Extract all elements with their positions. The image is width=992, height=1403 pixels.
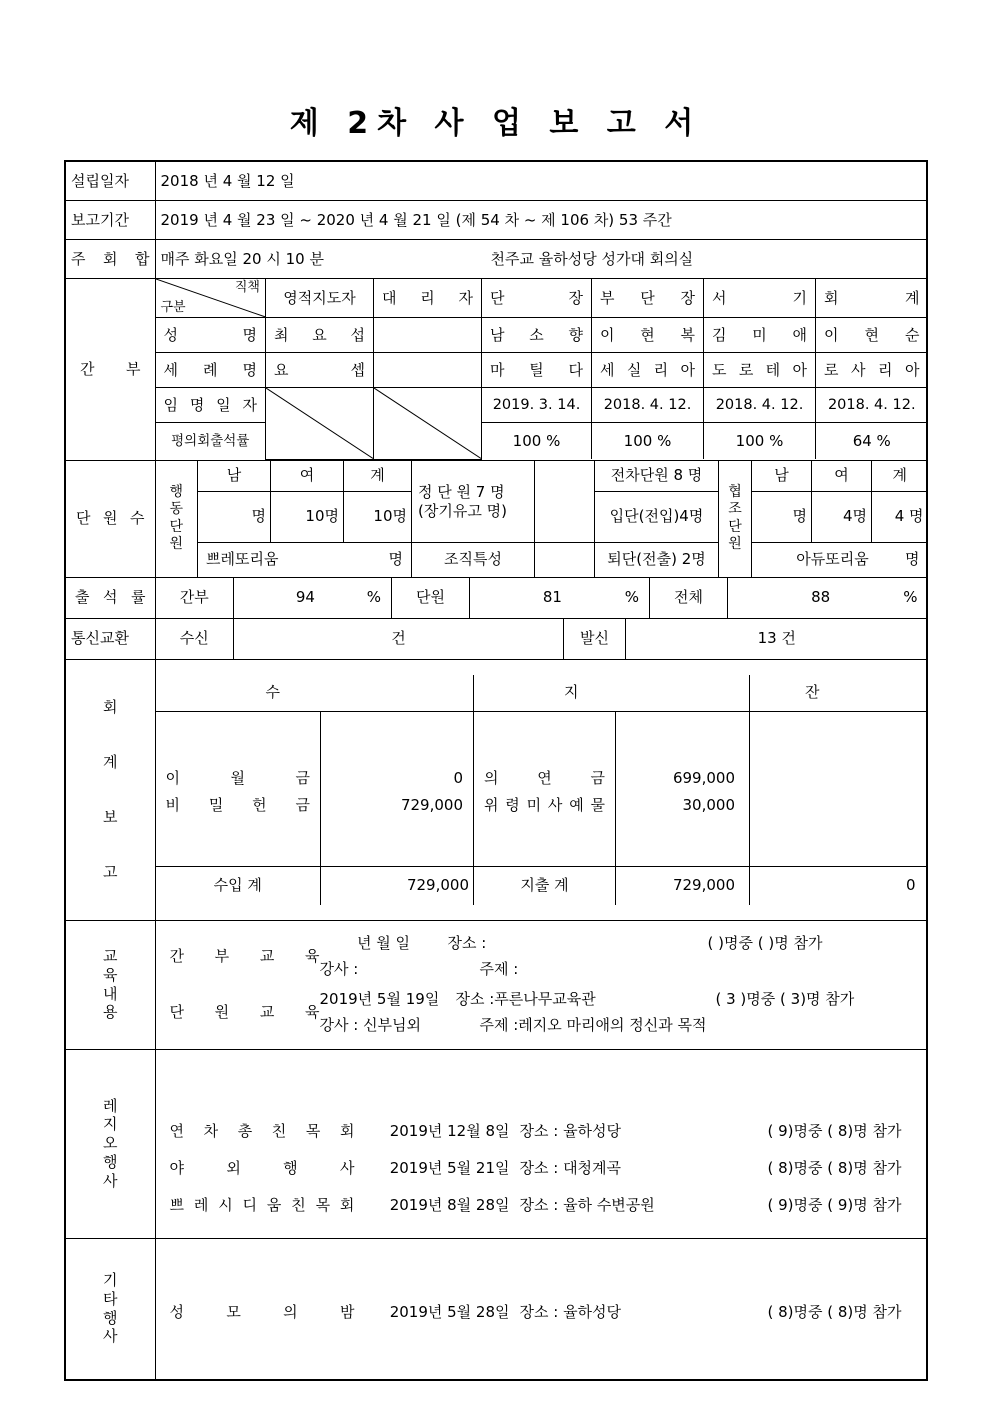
cadre-attendance-secretary: 100 % xyxy=(704,423,816,460)
education-cadre-block xyxy=(156,929,927,985)
cadre-appointment-spiritual-director-blank xyxy=(266,388,374,460)
founding-date-value: 2018 년 4 월 12 일 xyxy=(155,161,927,201)
legio-label-char-3: 오 xyxy=(103,1134,118,1153)
adjutorium-value: 명 xyxy=(905,550,920,569)
report-period-label: 보고기간 xyxy=(65,201,155,240)
member-count-table xyxy=(156,461,928,577)
active-count-female: 10명 xyxy=(271,491,344,542)
cadre-label-char-1: 간 xyxy=(80,359,95,378)
coop-header-female: 여 xyxy=(812,461,872,492)
attendance-rate-label xyxy=(65,577,155,618)
founding-date-label: 설립일자 xyxy=(65,161,155,201)
education-label-char-2: 육 xyxy=(103,965,118,984)
cadre-corner-header xyxy=(156,279,266,318)
cadre-appointment-secretary: 2018. 4. 12. xyxy=(704,388,816,423)
cadre-appointment-vice-president: 2018. 4. 12. xyxy=(592,388,704,423)
cadre-name-secretary: 김 미 애 xyxy=(704,318,816,353)
weekly-meeting-place: 천주교 율하성당 성가대 회의실 xyxy=(490,249,694,268)
accounting-income-names xyxy=(156,711,321,866)
education-cadre-line1 xyxy=(320,934,927,953)
member-count-label-char-3: 수 xyxy=(130,509,145,528)
legio-label-char-1: 레 xyxy=(103,1096,118,1115)
weekly-meeting-time: 매주 화요일 20 시 10 분 xyxy=(160,249,324,268)
education-member-teacher: 강사 : 신부님외 xyxy=(319,1016,422,1034)
accounting-table xyxy=(156,675,928,905)
other-events-section-label xyxy=(65,1238,155,1380)
coop-member-vertical-label xyxy=(719,461,752,577)
cadre-col-president: 단 장 xyxy=(482,279,592,318)
cadre-appointment-president: 2019. 3. 14. xyxy=(482,388,592,423)
other-label-char-3: 행 xyxy=(103,1308,118,1327)
adjutorium-label: 아듀또리움 xyxy=(796,550,869,569)
cadre-col-treasurer: 회 계 xyxy=(816,279,928,318)
joined-members: 입단(전입)4명 xyxy=(595,491,719,542)
cadre-label-char-2: 부 xyxy=(126,359,141,378)
attendance-member-unit: % xyxy=(624,588,639,607)
cadre-table xyxy=(156,279,928,460)
legio-event-date-1: 2019년 5월 21일 xyxy=(389,1159,510,1178)
business-report-table xyxy=(64,160,928,1381)
attendance-rate-table-cell xyxy=(155,577,927,618)
legio-event-date-0: 2019년 12월 8일 xyxy=(389,1122,510,1141)
praetorium-label: 쁘레또리움 xyxy=(206,550,279,569)
expense-item-name-0: 의 연 금 xyxy=(484,768,605,787)
cadre-name-spiritual-director: 최 요 섭 xyxy=(266,318,374,353)
attendance-cadre-label: 간부 xyxy=(156,578,234,618)
table-row-member-count xyxy=(65,460,927,577)
cadre-name-president: 남 소 향 xyxy=(482,318,592,353)
coop-label-char-2: 조 xyxy=(728,501,742,517)
coop-count-female: 4명 xyxy=(812,491,872,542)
accounting-income-total: 729,000 xyxy=(321,866,474,905)
legio-event-item-2 xyxy=(170,1196,927,1215)
cadre-col-spiritual-director: 영적지도자 xyxy=(266,279,374,318)
accounting-expense-total: 729,000 xyxy=(616,866,750,905)
cadre-baptismal-spiritual-director: 요 셉 xyxy=(266,353,374,388)
legio-event-count-1: ( 8)명중 ( 8)명 참가 xyxy=(767,1159,902,1178)
left-members: 퇴단(전출) 2명 xyxy=(595,542,719,577)
org-characteristic-label: 조직특성 xyxy=(412,542,535,577)
accounting-label-char-4: 고 xyxy=(103,862,118,881)
other-event-name-0: 성 모 의 밤 xyxy=(169,1303,355,1322)
legio-event-place-0: 장소 : 율하성당 xyxy=(519,1122,622,1141)
education-cadre-place: 장소 : xyxy=(447,934,487,953)
cadre-name-deputy xyxy=(374,318,482,353)
legio-event-name-0: 연 차 총 친 목 회 xyxy=(169,1122,355,1141)
coop-header-total: 계 xyxy=(872,461,928,492)
praetorium-cell xyxy=(198,542,412,577)
education-cadre-topic: 주제 : xyxy=(479,960,519,978)
table-row-education xyxy=(65,920,927,1049)
education-label-char-3: 내 xyxy=(103,984,118,1003)
education-cadre-count: ( )명중 ( )명 참가 xyxy=(707,934,823,953)
education-member-topic: 주제 :레지오 마리애의 정신과 목적 xyxy=(479,1016,707,1034)
accounting-label-char-3: 보 xyxy=(103,807,118,826)
other-event-count-0: ( 8)명중 ( 8)명 참가 xyxy=(767,1303,902,1322)
income-item-amount-1: 729,000 xyxy=(400,795,463,814)
cadre-row-appointment-date xyxy=(156,388,928,423)
education-member-label: 단 원 교 육 xyxy=(169,1003,320,1022)
education-content-cell xyxy=(155,920,927,1049)
active-count-male: 명 xyxy=(198,491,271,542)
attendance-cadre-value-cell xyxy=(234,578,392,618)
accounting-balance-body xyxy=(750,711,928,866)
cadre-baptismal-deputy xyxy=(374,353,482,388)
cadre-appointment-deputy-blank xyxy=(374,388,482,460)
education-cadre-label: 간 부 교 육 xyxy=(169,947,320,966)
table-row-attendance-rate xyxy=(65,577,927,618)
member-count-label-char-2: 원 xyxy=(103,509,118,528)
communication-receive-value: 건 xyxy=(234,619,564,659)
cadre-row-label-council-attendance: 평의회출석률 xyxy=(156,423,266,460)
member-count-extra-row xyxy=(156,542,928,577)
accounting-body-row xyxy=(156,711,928,866)
member-count-header-row xyxy=(156,461,928,492)
education-member-block xyxy=(156,985,927,1041)
education-member-line2 xyxy=(320,1016,927,1035)
other-event-place-0: 장소 : 율하성당 xyxy=(519,1303,622,1322)
accounting-header-row xyxy=(156,675,928,712)
income-item-amount-0: 0 xyxy=(453,768,463,787)
table-row-communication xyxy=(65,618,927,659)
page-title: 제 2차 사 업 보 고 서 xyxy=(289,106,703,141)
cadre-row-label-name: 성 명 xyxy=(156,318,266,353)
other-label-char-4: 사 xyxy=(103,1327,118,1346)
communication-receive-label: 수신 xyxy=(156,619,234,659)
attendance-rate-row xyxy=(156,578,928,618)
education-member-count: ( 3 )명중 ( 3)명 참가 xyxy=(715,990,855,1009)
education-section-label xyxy=(65,920,155,1049)
active-header-female: 여 xyxy=(271,461,344,492)
expense-item-amount-0: 699,000 xyxy=(672,768,735,787)
coop-count-total: 4 명 xyxy=(872,491,928,542)
active-label-char-2: 동 xyxy=(169,501,184,517)
weekly-meeting-label: 주 회 합 xyxy=(65,240,155,279)
legio-events-content-cell xyxy=(155,1049,927,1238)
table-row-accounting xyxy=(65,659,927,920)
cadre-table-cell xyxy=(155,279,927,461)
legio-event-item-1 xyxy=(170,1159,927,1178)
other-label-char-2: 타 xyxy=(103,1289,118,1308)
coop-label-char-3: 단 xyxy=(728,518,742,535)
income-item-name-0: 이 월 금 xyxy=(165,768,310,787)
cadre-row-label-baptismal: 세 례 명 xyxy=(156,353,266,388)
active-label-char-1: 행 xyxy=(169,483,184,500)
table-row-report-period xyxy=(65,201,927,240)
accounting-table-cell xyxy=(155,659,927,920)
attendance-total-value: 88 xyxy=(811,588,831,607)
communication-table xyxy=(156,619,928,659)
communication-row xyxy=(156,619,928,659)
legio-label-char-4: 행 xyxy=(103,1152,118,1171)
education-member-line1 xyxy=(320,990,927,1009)
accounting-label-char-2: 계 xyxy=(103,752,118,771)
accounting-expense-total-label: 지출 계 xyxy=(474,866,616,905)
expense-item-name-1: 위 령 미 사 예 물 xyxy=(484,795,605,814)
table-row-other-events xyxy=(65,1238,927,1380)
active-label-char-3: 단 xyxy=(169,518,184,535)
active-count-total: 10명 xyxy=(344,491,412,542)
other-events-content-cell xyxy=(155,1238,927,1380)
cadre-row-name xyxy=(156,318,928,353)
education-cadre-date: 년 월 일 xyxy=(356,934,410,953)
legio-event-item-0 xyxy=(170,1122,927,1141)
cadre-attendance-vice-president: 100 % xyxy=(592,423,704,460)
income-item-name-1: 비 밀 헌 금 xyxy=(165,795,310,814)
regular-member-spacer xyxy=(535,461,595,543)
cadre-header-row xyxy=(156,279,928,318)
coop-label-char-4: 원 xyxy=(728,536,742,552)
legio-event-count-0: ( 9)명중 ( 8)명 참가 xyxy=(767,1122,902,1141)
education-cadre-teacher: 강사 : xyxy=(319,960,359,978)
praetorium-value: 명 xyxy=(388,550,403,569)
cadre-row-baptismal-name xyxy=(156,353,928,388)
accounting-income-amounts xyxy=(321,711,474,866)
education-member-date: 2019년 5월 19일 xyxy=(319,990,440,1009)
communication-send-value: 13 건 xyxy=(626,619,928,659)
accounting-expense-header: 지 xyxy=(474,675,750,712)
cadre-corner-top-label: 직책 xyxy=(234,280,260,295)
cadre-row-label-appointment: 임 명 일 자 xyxy=(156,388,266,423)
table-row-founding-date xyxy=(65,161,927,201)
attendance-total-label: 전체 xyxy=(650,578,728,618)
legio-events-section-label xyxy=(65,1049,155,1238)
legio-event-count-2: ( 9)명중 ( 9)명 참가 xyxy=(767,1195,902,1214)
legio-event-place-2: 장소 : 율하 수변공원 xyxy=(519,1195,655,1214)
cadre-corner-bottom-label: 구분 xyxy=(160,299,186,315)
accounting-balance-header: 잔 xyxy=(750,675,928,712)
legio-label-char-2: 지 xyxy=(103,1115,118,1134)
cadre-baptismal-secretary: 도 로 테 아 xyxy=(704,353,816,388)
table-row-legio-events xyxy=(65,1049,927,1238)
cadre-baptismal-president: 마 틸 다 xyxy=(482,353,592,388)
attendance-member-value: 81 xyxy=(542,588,562,607)
attendance-total-value-cell xyxy=(728,578,928,618)
accounting-income-total-label: 수입 계 xyxy=(156,866,321,905)
education-member-place: 장소 :푸른나무교육관 xyxy=(455,990,596,1009)
attendance-cadre-value: 94 xyxy=(295,588,315,607)
regular-member-line2: (장기유고 명) xyxy=(418,501,507,520)
expense-item-amount-1: 30,000 xyxy=(682,795,735,814)
cadre-attendance-president: 100 % xyxy=(482,423,592,460)
member-count-table-cell xyxy=(155,460,927,577)
attendance-label-char-3: 률 xyxy=(131,588,146,607)
attendance-total-unit: % xyxy=(903,588,918,607)
communication-label: 통신교환 xyxy=(65,618,155,659)
active-member-vertical-label xyxy=(156,461,198,577)
active-header-male: 남 xyxy=(198,461,271,492)
education-cadre-line2 xyxy=(320,960,927,979)
accounting-section-label xyxy=(65,659,155,920)
accounting-total-row xyxy=(156,866,928,905)
education-label-char-1: 교 xyxy=(103,947,118,965)
cadre-appointment-treasurer: 2018. 4. 12. xyxy=(816,388,928,423)
cadre-name-vice-president: 이 현 복 xyxy=(592,318,704,353)
legio-event-place-1: 장소 : 대청계곡 xyxy=(519,1159,622,1178)
education-label-char-4: 용 xyxy=(103,1003,118,1022)
weekly-meeting-value-cell xyxy=(155,240,927,279)
accounting-balance-total: 0 xyxy=(750,866,928,905)
other-event-item-0 xyxy=(170,1303,927,1322)
accounting-expense-amounts xyxy=(616,711,750,866)
legio-event-name-1: 야 외 행 사 xyxy=(169,1159,355,1178)
active-label-char-4: 원 xyxy=(169,536,184,552)
cadre-col-secretary: 서 기 xyxy=(704,279,816,318)
other-label-char-1: 기 xyxy=(103,1271,118,1289)
coop-label-char-1: 협 xyxy=(728,483,742,500)
legio-event-date-2: 2019년 8월 28일 xyxy=(389,1195,510,1214)
member-count-section-label xyxy=(65,460,155,577)
communication-send-label: 발신 xyxy=(564,619,626,659)
communication-table-cell xyxy=(155,618,927,659)
attendance-label-char-2: 석 xyxy=(103,588,118,607)
cadre-baptismal-treasurer: 로 사 리 아 xyxy=(816,353,928,388)
cadre-section-label xyxy=(65,279,155,461)
member-count-label-char-1: 단 xyxy=(76,509,91,528)
legio-label-char-5: 사 xyxy=(103,1171,118,1190)
coop-header-male: 남 xyxy=(752,461,812,492)
attendance-rate-table xyxy=(156,578,928,618)
attendance-label-char-1: 출 xyxy=(75,588,90,607)
accounting-income-header: 수 xyxy=(156,675,474,712)
legio-event-name-2: 쁘 레 시 디 움 친 목 회 xyxy=(169,1195,355,1214)
adjutorium-cell xyxy=(752,542,928,577)
previous-term-members: 전차단원 8 명 xyxy=(595,461,719,492)
active-header-total: 계 xyxy=(344,461,412,492)
table-row-weekly-meeting xyxy=(65,240,927,279)
cadre-attendance-treasurer: 64 % xyxy=(816,423,928,460)
regular-member-cell xyxy=(412,461,535,543)
other-event-date-0: 2019년 5월 28일 xyxy=(389,1303,510,1322)
attendance-member-value-cell xyxy=(470,578,650,618)
attendance-member-label: 단원 xyxy=(392,578,470,618)
attendance-cadre-unit: % xyxy=(366,588,381,607)
coop-count-male: 명 xyxy=(752,491,812,542)
cadre-name-treasurer: 이 현 순 xyxy=(816,318,928,353)
cadre-col-deputy: 대 리 자 xyxy=(374,279,482,318)
report-period-value: 2019 년 4 월 23 일 ~ 2020 년 4 월 21 일 (제 54 차 ~ 제 106 차) 53 주간 xyxy=(155,201,927,240)
org-characteristic-value xyxy=(535,542,595,577)
table-row-cadre xyxy=(65,279,927,461)
accounting-expense-names xyxy=(474,711,616,866)
accounting-label-char-1: 회 xyxy=(103,697,118,716)
regular-member-line1: 정 단 원 7 명 xyxy=(418,482,505,501)
cadre-baptismal-vice-president: 세 실 리 아 xyxy=(592,353,704,388)
cadre-col-vice-president: 부 단 장 xyxy=(592,279,704,318)
